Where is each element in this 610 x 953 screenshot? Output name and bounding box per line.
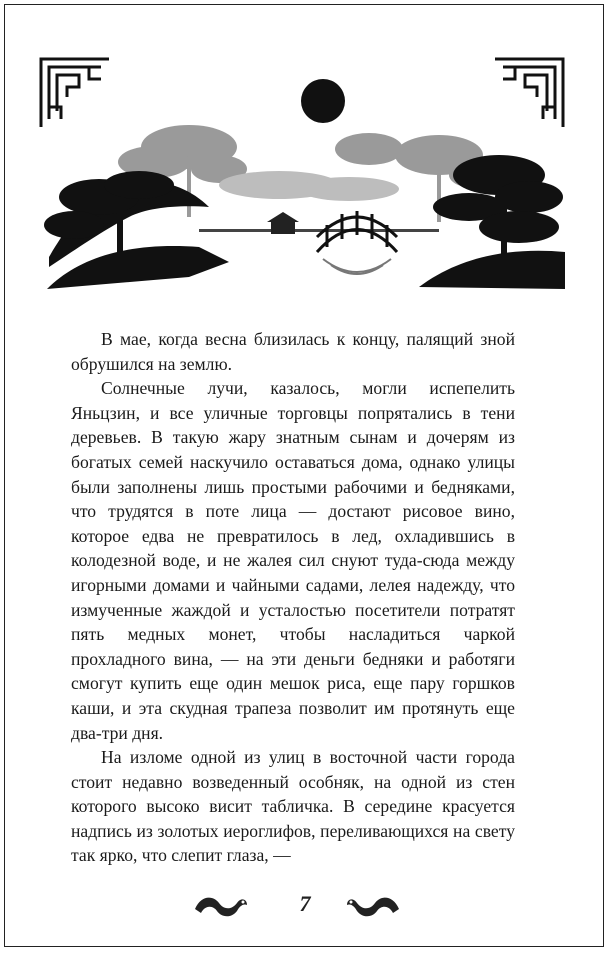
paragraph: На изломе одной из улиц в восточной части города стоит недавно возведенный особняк, на одной из стен которого высоко висит табличка. В середине красуется надпись из золотых иероглифов, переливающихся на свету так ярко, что слепит глаза, — [71,747,515,866]
pavilion [267,212,299,234]
page-number: 7 [299,891,311,916]
page-footer [5,885,605,925]
moon-icon [301,79,345,123]
dragon-right-icon [343,889,403,921]
paragraph: Солнечные лучи, казалось, могли испепелить Яньцзин, и все уличные торговцы попрятались в тени деревьев. В такую жару знатным сынам и дочерям из богатых семей наскучило оставаться дома, однако улицы были заполнены лишь простыми рабочими и бедняками, что трудятся в поте лица — достают рисовое вино, которое едва не превратилось в лед, охладившись в колодезной воде, и не жалея сил снуют туда-сюда между игорными домами и чайными садами, лелея надежду, что измученные жаждой и усталостью посетители потратят пять медных монет, чтобы насладиться чаркой прохладного вина, — на эти деньги бедняки и работяги смогут купить еще один мешок риса, еще пару горшков каши, и эта скудная трапеза позволит им протянуть еще два-три дня. [71,378,515,743]
corner-ornament-right-icon [495,59,563,127]
book-page [4,4,604,947]
corner-ornament-left-icon [41,59,109,127]
header-illustration [39,57,565,289]
body-text [71,327,515,868]
paragraph: В мае, когда весна близилась к концу, палящий зной обрушился на землю. [71,329,515,374]
